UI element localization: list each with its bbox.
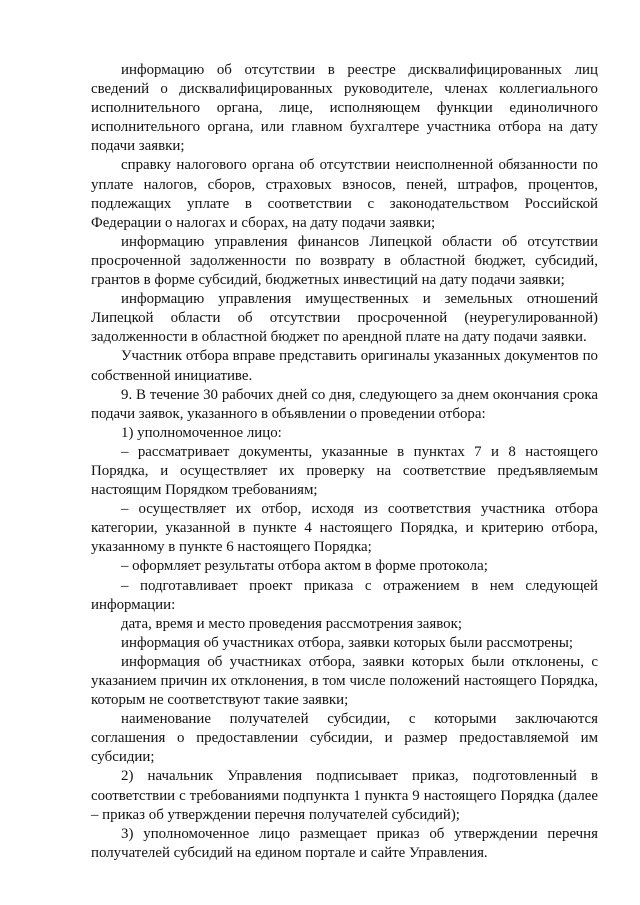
paragraph-item-9: 9. В течение 30 рабочих дней со дня, следующего за днем окончания срока подачи заявок, указанного в объявлении о проведении отбора: [91,386,598,422]
paragraph-tax-certificate: справку налогового органа об отсутствии неисполненной обязанности по уплате налогов, сборов, страховых взносов, пеней, штрафов, процентов, подлежащих уплате в соответствии с законодательством Российской Федерации о налогах и сборах, на дату подачи заявки; [91,157,598,231]
paragraph-performs-selection: – осуществляет их отбор, исходя из соответствия участника отбора категории, указанной в пункте 4 настоящего Порядка, и критерию отбора, указанному в пункте 6 настоящего Порядка; [91,501,598,556]
paragraph-disqualified-registry-info: информацию об отсутствии в реестре дисквалифицированных лиц сведений о дисквалифицированных руководителе, членах коллегиального исполнительного органа, лице, исполняющем функции единоличного исполнительного органа, или главном бухгалтере участника отбора на дату подачи заявки; [91,62,598,155]
paragraph-subitem-3: 3) уполномоченное лицо размещает приказ об утверждении перечня получателей субсидий на едином портале и сайте Управления. [91,825,598,861]
paragraph-prepares-order: – подготавливает проект приказа с отражением в нем следующей информации: [91,577,598,613]
paragraph-originals-right: Участник отбора вправе представить оригиналы указанных документов по собственной инициативе. [91,348,598,384]
paragraph-finance-department-info: информацию управления финансов Липецкой области об отсутствии просроченной задолженности по возврату в областной бюджет, субсидий, грантов в форме субсидий, бюджетных инвестиций на дату подачи заявки; [91,233,598,289]
paragraph-reviews-documents: – рассматривает документы, указанные в пунктах 7 и 8 настоящего Порядка, и осуществляет их проверку на соответствие предъявляемым настоящим Порядком требованиям; [91,443,598,499]
paragraph-recipients-names: наименование получателей субсидии, с которыми заключаются соглашения о предоставлении субсидии, и размер предоставляемой им субсидии; [91,711,598,766]
paragraph-reviewed-participants: информация об участниках отбора, заявки которых были рассмотрены; [121,634,573,651]
document-body [91,61,598,863]
paragraph-subitem-1: 1) уполномоченное лицо: [121,424,282,441]
paragraph-protocol-act: – оформляет результаты отбора актом в форме протокола; [121,558,488,575]
paragraph-date-time-place: дата, время и место проведения рассмотрения заявок; [121,615,463,632]
paragraph-rejected-participants: информация об участниках отбора, заявки которых были отклонены, с указанием причин их отклонения, в том числе положений настоящего Порядка, которым не соответствуют такие заявки; [91,653,598,709]
paragraph-property-department-info: информацию управления имущественных и земельных отношений Липецкой области об отсутствии просроченной (неурегулированной) задолженности в областной бюджет по арендной плате на дату подачи заявки. [91,291,598,346]
paragraph-subitem-2: 2) начальник Управления подписывает приказ, подготовленный в соответствии с требованиями подпункта 1 пункта 9 настоящего Порядка (далее – приказ об утверждении перечня получателей субсидий); [91,768,598,823]
